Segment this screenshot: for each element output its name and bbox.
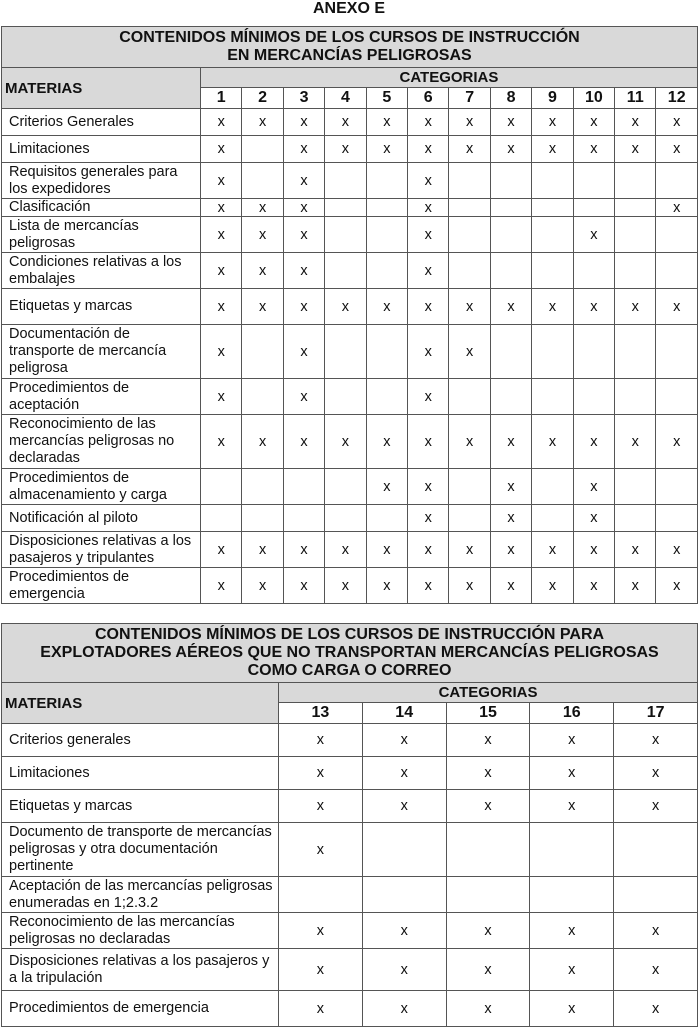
table-title — [2, 624, 698, 683]
mark-cell — [532, 505, 573, 532]
mark-cell — [325, 379, 366, 415]
mark-cell: x — [656, 136, 697, 163]
mark-cell — [615, 163, 656, 199]
mark-cell — [490, 325, 531, 379]
mark-cell — [449, 163, 490, 199]
mark-cell — [446, 877, 530, 913]
mark-cell — [242, 469, 283, 505]
mark-cell — [532, 217, 573, 253]
mark-cell: x — [201, 136, 242, 163]
mark-cell — [490, 379, 531, 415]
category-number: 15 — [446, 703, 530, 724]
subject-cell: Etiquetas y marcas — [2, 790, 279, 823]
table-row — [2, 217, 698, 253]
mark-cell — [325, 217, 366, 253]
mark-cell — [656, 325, 697, 379]
mark-cell: x — [408, 199, 449, 217]
mark-cell: x — [656, 199, 697, 217]
mark-cell: x — [201, 289, 242, 325]
subject-cell: Lista de mercancías peligrosas — [2, 217, 201, 253]
mark-cell — [615, 199, 656, 217]
mark-cell — [283, 505, 324, 532]
mark-cell: x — [408, 136, 449, 163]
table-row — [2, 505, 698, 532]
mark-cell: x — [408, 289, 449, 325]
mark-cell: x — [362, 991, 446, 1027]
mark-cell: x — [201, 253, 242, 289]
mark-cell: x — [325, 109, 366, 136]
table-operators-courses — [1, 623, 698, 1027]
mark-cell — [573, 253, 614, 289]
subject-cell: Procedimientos de emergencia — [2, 991, 279, 1027]
title-line: CONTENIDOS MÍNIMOS DE LOS CURSOS DE INSTRUCCIÓN PARA — [94, 626, 605, 643]
mark-cell — [325, 505, 366, 532]
table-row — [2, 253, 698, 289]
mark-cell — [615, 505, 656, 532]
mark-cell: x — [279, 823, 363, 877]
mark-cell: x — [573, 217, 614, 253]
mark-cell: x — [325, 532, 366, 568]
mark-cell: x — [242, 568, 283, 604]
mark-cell: x — [573, 109, 614, 136]
table-row — [2, 991, 698, 1027]
mark-cell: x — [279, 757, 363, 790]
mark-cell: x — [279, 949, 363, 991]
mark-cell: x — [615, 532, 656, 568]
subject-cell: Notificación al piloto — [2, 505, 201, 532]
table-title — [2, 27, 698, 68]
mark-cell — [530, 823, 614, 877]
mark-cell: x — [573, 415, 614, 469]
mark-cell: x — [530, 757, 614, 790]
mark-cell: x — [446, 913, 530, 949]
title-line: COMO CARGA O CORREO — [247, 662, 452, 679]
mark-cell: x — [530, 949, 614, 991]
mark-cell: x — [408, 109, 449, 136]
mark-cell: x — [449, 568, 490, 604]
table-row — [2, 823, 698, 877]
mark-cell: x — [408, 253, 449, 289]
category-number: 12 — [656, 88, 697, 109]
categories-header: CATEGORIAS — [279, 683, 698, 703]
table-row — [2, 379, 698, 415]
mark-cell: x — [446, 949, 530, 991]
mark-cell — [573, 379, 614, 415]
mark-cell — [362, 823, 446, 877]
mark-cell: x — [490, 415, 531, 469]
table-dangerous-goods-courses — [1, 26, 698, 604]
mark-cell: x — [573, 136, 614, 163]
mark-cell — [614, 877, 698, 913]
mark-cell: x — [614, 991, 698, 1027]
mark-cell: x — [449, 415, 490, 469]
mark-cell: x — [573, 469, 614, 505]
mark-cell: x — [449, 136, 490, 163]
mark-cell: x — [656, 532, 697, 568]
subject-cell: Procedimientos de emergencia — [2, 568, 201, 604]
mark-cell — [366, 253, 407, 289]
mark-cell: x — [656, 109, 697, 136]
mark-cell: x — [201, 217, 242, 253]
mark-cell: x — [614, 724, 698, 757]
mark-cell — [279, 877, 363, 913]
categories-header: CATEGORIAS — [201, 68, 698, 88]
mark-cell: x — [201, 199, 242, 217]
mark-cell — [242, 325, 283, 379]
mark-cell: x — [283, 568, 324, 604]
mark-cell: x — [573, 568, 614, 604]
mark-cell: x — [201, 415, 242, 469]
mark-cell: x — [366, 136, 407, 163]
category-number: 2 — [242, 88, 283, 109]
mark-cell: x — [408, 469, 449, 505]
mark-cell: x — [242, 532, 283, 568]
mark-cell: x — [532, 532, 573, 568]
mark-cell: x — [615, 136, 656, 163]
mark-cell: x — [408, 568, 449, 604]
mark-cell — [656, 505, 697, 532]
table-row — [2, 568, 698, 604]
mark-cell — [614, 823, 698, 877]
subjects-header: MATERIAS — [2, 68, 201, 109]
table-row — [2, 949, 698, 991]
mark-cell — [449, 199, 490, 217]
subjects-header: MATERIAS — [2, 683, 279, 724]
subject-cell: Documentación de transporte de mercancía peligrosa — [2, 325, 201, 379]
mark-cell: x — [490, 505, 531, 532]
mark-cell — [615, 253, 656, 289]
subject-cell: Aceptación de las mercancías peligrosas enumeradas en 1;2.3.2 — [2, 877, 279, 913]
subject-cell: Criterios generales — [2, 724, 279, 757]
mark-cell: x — [490, 289, 531, 325]
mark-cell: x — [366, 568, 407, 604]
category-number: 17 — [614, 703, 698, 724]
mark-cell: x — [201, 163, 242, 199]
mark-cell: x — [366, 415, 407, 469]
mark-cell — [449, 217, 490, 253]
mark-cell: x — [449, 289, 490, 325]
mark-cell: x — [408, 163, 449, 199]
mark-cell: x — [283, 136, 324, 163]
mark-cell: x — [614, 949, 698, 991]
mark-cell — [449, 469, 490, 505]
category-number: 5 — [366, 88, 407, 109]
category-number: 6 — [408, 88, 449, 109]
mark-cell: x — [408, 505, 449, 532]
mark-cell — [283, 469, 324, 505]
mark-cell — [325, 163, 366, 199]
mark-cell: x — [490, 469, 531, 505]
title-line: CONTENIDOS MÍNIMOS DE LOS CURSOS DE INSTRUCCIÓN — [119, 29, 580, 46]
annex-title: ANEXO E — [312, 0, 385, 17]
mark-cell — [490, 217, 531, 253]
mark-cell: x — [201, 379, 242, 415]
table-row — [2, 532, 698, 568]
mark-cell — [532, 469, 573, 505]
category-number: 14 — [362, 703, 446, 724]
subject-cell: Condiciones relativas a los embalajes — [2, 253, 201, 289]
mark-cell — [366, 163, 407, 199]
mark-cell — [366, 505, 407, 532]
category-number: 9 — [532, 88, 573, 109]
mark-cell: x — [530, 913, 614, 949]
mark-cell — [490, 199, 531, 217]
mark-cell: x — [201, 109, 242, 136]
mark-cell — [242, 163, 283, 199]
mark-cell — [242, 379, 283, 415]
category-number: 11 — [615, 88, 656, 109]
mark-cell: x — [283, 325, 324, 379]
mark-cell: x — [656, 568, 697, 604]
mark-cell: x — [532, 415, 573, 469]
table-row — [2, 724, 698, 757]
mark-cell: x — [614, 913, 698, 949]
mark-cell — [573, 199, 614, 217]
mark-cell: x — [490, 136, 531, 163]
mark-cell — [532, 199, 573, 217]
mark-cell — [532, 253, 573, 289]
subject-cell: Disposiciones relativas a los pasajeros y tripulantes — [2, 532, 201, 568]
table-row — [2, 289, 698, 325]
mark-cell: x — [242, 199, 283, 217]
mark-cell: x — [279, 913, 363, 949]
subject-cell: Criterios Generales — [2, 109, 201, 136]
mark-cell: x — [446, 991, 530, 1027]
mark-cell: x — [283, 217, 324, 253]
category-number: 4 — [325, 88, 366, 109]
table-row — [2, 790, 698, 823]
table-row — [2, 109, 698, 136]
mark-cell: x — [408, 415, 449, 469]
mark-cell: x — [408, 217, 449, 253]
table-row — [2, 469, 698, 505]
mark-cell: x — [573, 289, 614, 325]
mark-cell — [325, 253, 366, 289]
table-row — [2, 163, 698, 199]
mark-cell: x — [449, 109, 490, 136]
mark-cell: x — [446, 724, 530, 757]
mark-cell: x — [283, 253, 324, 289]
subject-cell: Reconocimiento de las mercancías peligrosas no declaradas — [2, 913, 279, 949]
mark-cell: x — [532, 289, 573, 325]
mark-cell: x — [283, 109, 324, 136]
mark-cell: x — [325, 289, 366, 325]
mark-cell — [656, 253, 697, 289]
mark-cell: x — [283, 289, 324, 325]
mark-cell — [530, 877, 614, 913]
mark-cell: x — [408, 379, 449, 415]
mark-cell — [490, 253, 531, 289]
title-line: EN MERCANCÍAS PELIGROSAS — [227, 47, 472, 64]
mark-cell: x — [242, 217, 283, 253]
mark-cell — [366, 199, 407, 217]
mark-cell — [490, 163, 531, 199]
mark-cell — [325, 469, 366, 505]
mark-cell — [366, 325, 407, 379]
table-row — [2, 757, 698, 790]
mark-cell: x — [615, 109, 656, 136]
subject-cell: Procedimientos de almacenamiento y carga — [2, 469, 201, 505]
mark-cell: x — [325, 568, 366, 604]
mark-cell — [573, 325, 614, 379]
mark-cell: x — [449, 325, 490, 379]
mark-cell: x — [614, 790, 698, 823]
mark-cell — [449, 253, 490, 289]
category-number: 8 — [490, 88, 531, 109]
mark-cell — [656, 469, 697, 505]
table-row — [2, 415, 698, 469]
mark-cell: x — [490, 109, 531, 136]
mark-cell — [325, 325, 366, 379]
mark-cell — [532, 379, 573, 415]
mark-cell: x — [573, 505, 614, 532]
mark-cell — [242, 136, 283, 163]
mark-cell: x — [530, 790, 614, 823]
mark-cell: x — [615, 289, 656, 325]
mark-cell: x — [408, 325, 449, 379]
table-row — [2, 877, 698, 913]
mark-cell — [615, 469, 656, 505]
subject-cell: Clasificación — [2, 199, 201, 217]
mark-cell — [656, 163, 697, 199]
mark-cell: x — [615, 568, 656, 604]
mark-cell — [532, 325, 573, 379]
subject-cell: Requisitos generales para los expedidores — [2, 163, 201, 199]
mark-cell: x — [279, 991, 363, 1027]
title-line: EXPLOTADORES AÉREOS QUE NO TRANSPORTAN MERCANCÍAS PELIGROSAS — [40, 644, 659, 661]
mark-cell — [366, 379, 407, 415]
mark-cell — [325, 199, 366, 217]
category-number: 13 — [279, 703, 363, 724]
category-number: 3 — [283, 88, 324, 109]
mark-cell: x — [362, 757, 446, 790]
mark-cell — [242, 505, 283, 532]
mark-cell — [366, 217, 407, 253]
subject-cell: Documento de transporte de mercancías peligrosas y otra documentación pertinente — [2, 823, 279, 877]
category-number: 7 — [449, 88, 490, 109]
mark-cell: x — [325, 136, 366, 163]
mark-cell: x — [201, 568, 242, 604]
mark-cell: x — [366, 469, 407, 505]
mark-cell — [573, 163, 614, 199]
mark-cell — [532, 163, 573, 199]
mark-cell: x — [614, 757, 698, 790]
mark-cell: x — [242, 253, 283, 289]
table-row — [2, 136, 698, 163]
mark-cell: x — [242, 415, 283, 469]
mark-cell — [656, 217, 697, 253]
subject-cell: Reconocimiento de las mercancías peligrosas no declaradas — [2, 415, 201, 469]
table-row — [2, 325, 698, 379]
table-row — [2, 199, 698, 217]
mark-cell — [656, 379, 697, 415]
mark-cell — [362, 877, 446, 913]
mark-cell — [615, 217, 656, 253]
subject-cell: Limitaciones — [2, 757, 279, 790]
mark-cell: x — [532, 136, 573, 163]
category-number: 16 — [530, 703, 614, 724]
mark-cell: x — [530, 724, 614, 757]
mark-cell: x — [449, 532, 490, 568]
mark-cell: x — [279, 724, 363, 757]
mark-cell: x — [242, 289, 283, 325]
mark-cell: x — [366, 109, 407, 136]
mark-cell — [615, 325, 656, 379]
mark-cell: x — [366, 289, 407, 325]
category-number: 1 — [201, 88, 242, 109]
mark-cell: x — [283, 532, 324, 568]
mark-cell: x — [201, 325, 242, 379]
mark-cell: x — [325, 415, 366, 469]
mark-cell: x — [656, 415, 697, 469]
mark-cell: x — [490, 568, 531, 604]
mark-cell: x — [446, 790, 530, 823]
mark-cell: x — [283, 415, 324, 469]
mark-cell: x — [362, 724, 446, 757]
mark-cell: x — [615, 415, 656, 469]
mark-cell: x — [279, 790, 363, 823]
mark-cell — [449, 379, 490, 415]
mark-cell — [615, 379, 656, 415]
mark-cell — [446, 823, 530, 877]
mark-cell: x — [656, 289, 697, 325]
mark-cell: x — [283, 379, 324, 415]
subject-cell: Disposiciones relativas a los pasajeros y a la tripulación — [2, 949, 279, 991]
mark-cell: x — [362, 790, 446, 823]
mark-cell — [201, 505, 242, 532]
mark-cell: x — [366, 532, 407, 568]
mark-cell: x — [242, 109, 283, 136]
table-row — [2, 913, 698, 949]
mark-cell: x — [446, 757, 530, 790]
subject-cell: Etiquetas y marcas — [2, 289, 201, 325]
mark-cell: x — [283, 199, 324, 217]
subject-cell: Procedimientos de aceptación — [2, 379, 201, 415]
mark-cell: x — [573, 532, 614, 568]
mark-cell: x — [532, 568, 573, 604]
mark-cell — [201, 469, 242, 505]
subject-cell: Limitaciones — [2, 136, 201, 163]
mark-cell: x — [362, 913, 446, 949]
mark-cell: x — [532, 109, 573, 136]
mark-cell: x — [283, 163, 324, 199]
mark-cell: x — [201, 532, 242, 568]
category-number: 10 — [573, 88, 614, 109]
mark-cell: x — [490, 532, 531, 568]
mark-cell: x — [362, 949, 446, 991]
mark-cell: x — [408, 532, 449, 568]
mark-cell — [449, 505, 490, 532]
mark-cell: x — [530, 991, 614, 1027]
